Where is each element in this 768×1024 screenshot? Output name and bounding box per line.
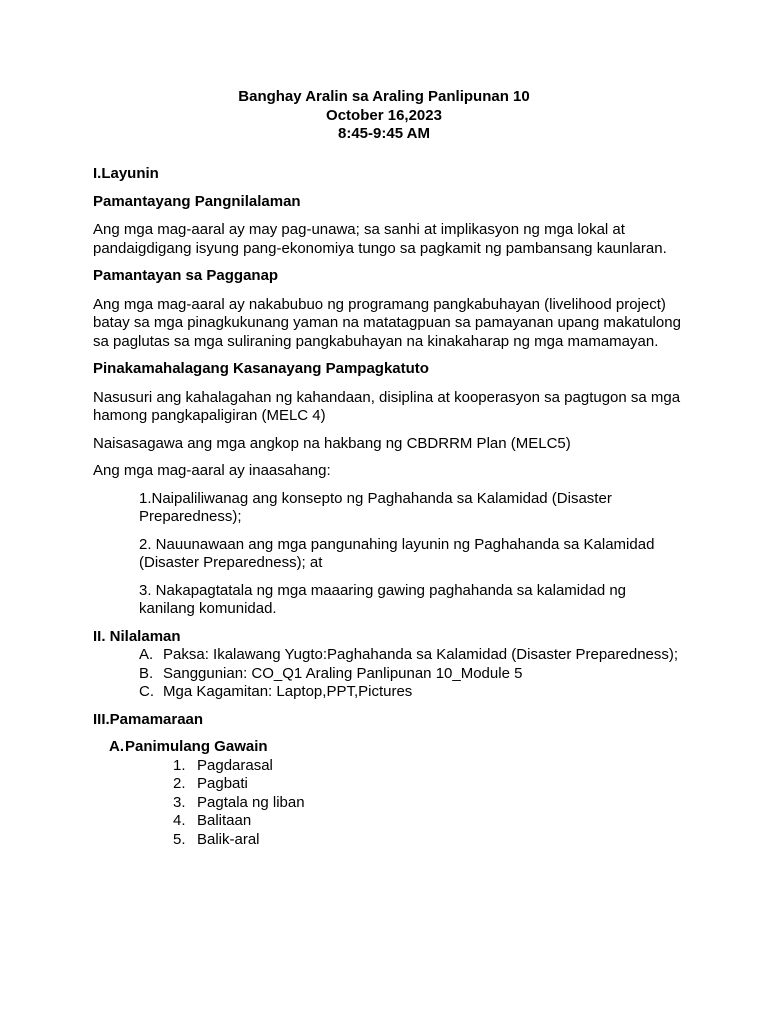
list-item-text: Balik-aral — [197, 830, 260, 848]
list-marker: 3. — [173, 793, 186, 811]
list-item-text: Pagdarasal — [197, 756, 273, 774]
list-item-text: Paksa: Ikalawang Yugto:Paghahanda sa Kalamidad (Disaster Preparedness); — [163, 646, 679, 663]
nilalaman-list — [139, 646, 683, 702]
section-layunin-heading: I.Layunin — [93, 165, 159, 182]
melc-item-2: Naisasagawa ang mga angkop na hakbang ng CBDRRM Plan (MELC5) — [93, 434, 571, 452]
list-marker: 4. — [173, 812, 186, 829]
objective-item: 3. Nakapagtatala ng mga maaaring gawing paghahanda sa kalamidad ng kanilang komunidad. — [139, 581, 627, 617]
subheading-text: Panimulang Gawain — [125, 738, 268, 755]
panimulang-gawain-list — [173, 757, 683, 850]
list-item-text: Pagtala ng liban — [197, 793, 305, 811]
list-item — [139, 646, 683, 665]
section-pamamaraan-heading: III.Pamamaraan — [93, 710, 204, 728]
list-item-text: Mga Kagamitan: Laptop,PPT,Pictures — [163, 683, 413, 700]
list-marker: A. — [139, 646, 154, 663]
objective-item: 1.Naipaliliwanag ang konsepto ng Paghahanda sa Kalamidad (Disaster Preparedness); — [139, 489, 612, 525]
melc-heading: Pinakamahalagang Kasanayang Pampagkatuto — [93, 360, 429, 377]
objective-item: 2. Nauunawaan ang mga pangunahing layunin ng Paghahanda sa Kalamidad (Disaster Preparedness); at — [139, 535, 655, 571]
inaasahang-text: Ang mga mag-aaral ay inaasahang: — [93, 462, 331, 479]
pangnilalaman-heading: Pamantayang Pangnilalaman — [93, 192, 301, 210]
list-item — [173, 831, 683, 850]
list-marker: A. — [109, 738, 124, 755]
list-marker: 2. — [173, 775, 186, 792]
panimulang-gawain-heading — [93, 738, 683, 757]
list-item-text: Pagbati — [197, 775, 248, 792]
lesson-title: Banghay Aralin sa Araling Panlipunan 10 — [238, 88, 530, 105]
document-body — [93, 165, 683, 849]
list-item-text: Sanggunian: CO_Q1 Araling Panlipunan 10_Module 5 — [163, 664, 523, 682]
list-marker: C. — [139, 683, 154, 700]
list-marker: B. — [139, 664, 154, 682]
list-marker: 5. — [173, 830, 186, 848]
list-item — [173, 794, 683, 813]
list-item — [173, 812, 683, 831]
pagganap-text: Ang mga mag-aaral ay nakabubuo ng programang pangkabuhayan (livelihood project) batay sa mga pinagkukunang yaman na matatagpuan sa pamayanan upang makatulong sa paglutas sa mga suliraning pangkabuhayan na kinakaharap ng mga mamamayan. — [93, 295, 681, 350]
list-item — [139, 683, 683, 702]
pagganap-heading: Pamantayan sa Pagganap — [93, 267, 279, 284]
section-nilalaman-heading: II. Nilalaman — [93, 627, 181, 645]
lesson-date: October 16,2023 — [326, 106, 442, 124]
list-marker: 1. — [173, 756, 186, 774]
list-item — [139, 665, 683, 684]
list-item — [173, 775, 683, 794]
melc-item-1: Nasusuri ang kahalagahan ng kahandaan, disiplina at kooperasyon sa pagtugon sa mga hamong pangkapaligiran (MELC 4) — [93, 388, 681, 424]
document-header — [0, 88, 768, 144]
pangnilalaman-text: Ang mga mag-aaral ay may pag-unawa; sa sanhi at implikasyon ng mga lokal at pandaigdigang isyung pang-ekonomiya tungo sa pagkamit ng pambansang kaunlaran. — [93, 221, 667, 257]
lesson-time: 8:45-9:45 AM — [338, 125, 430, 142]
list-item — [173, 757, 683, 776]
list-item-text: Balitaan — [197, 812, 252, 829]
